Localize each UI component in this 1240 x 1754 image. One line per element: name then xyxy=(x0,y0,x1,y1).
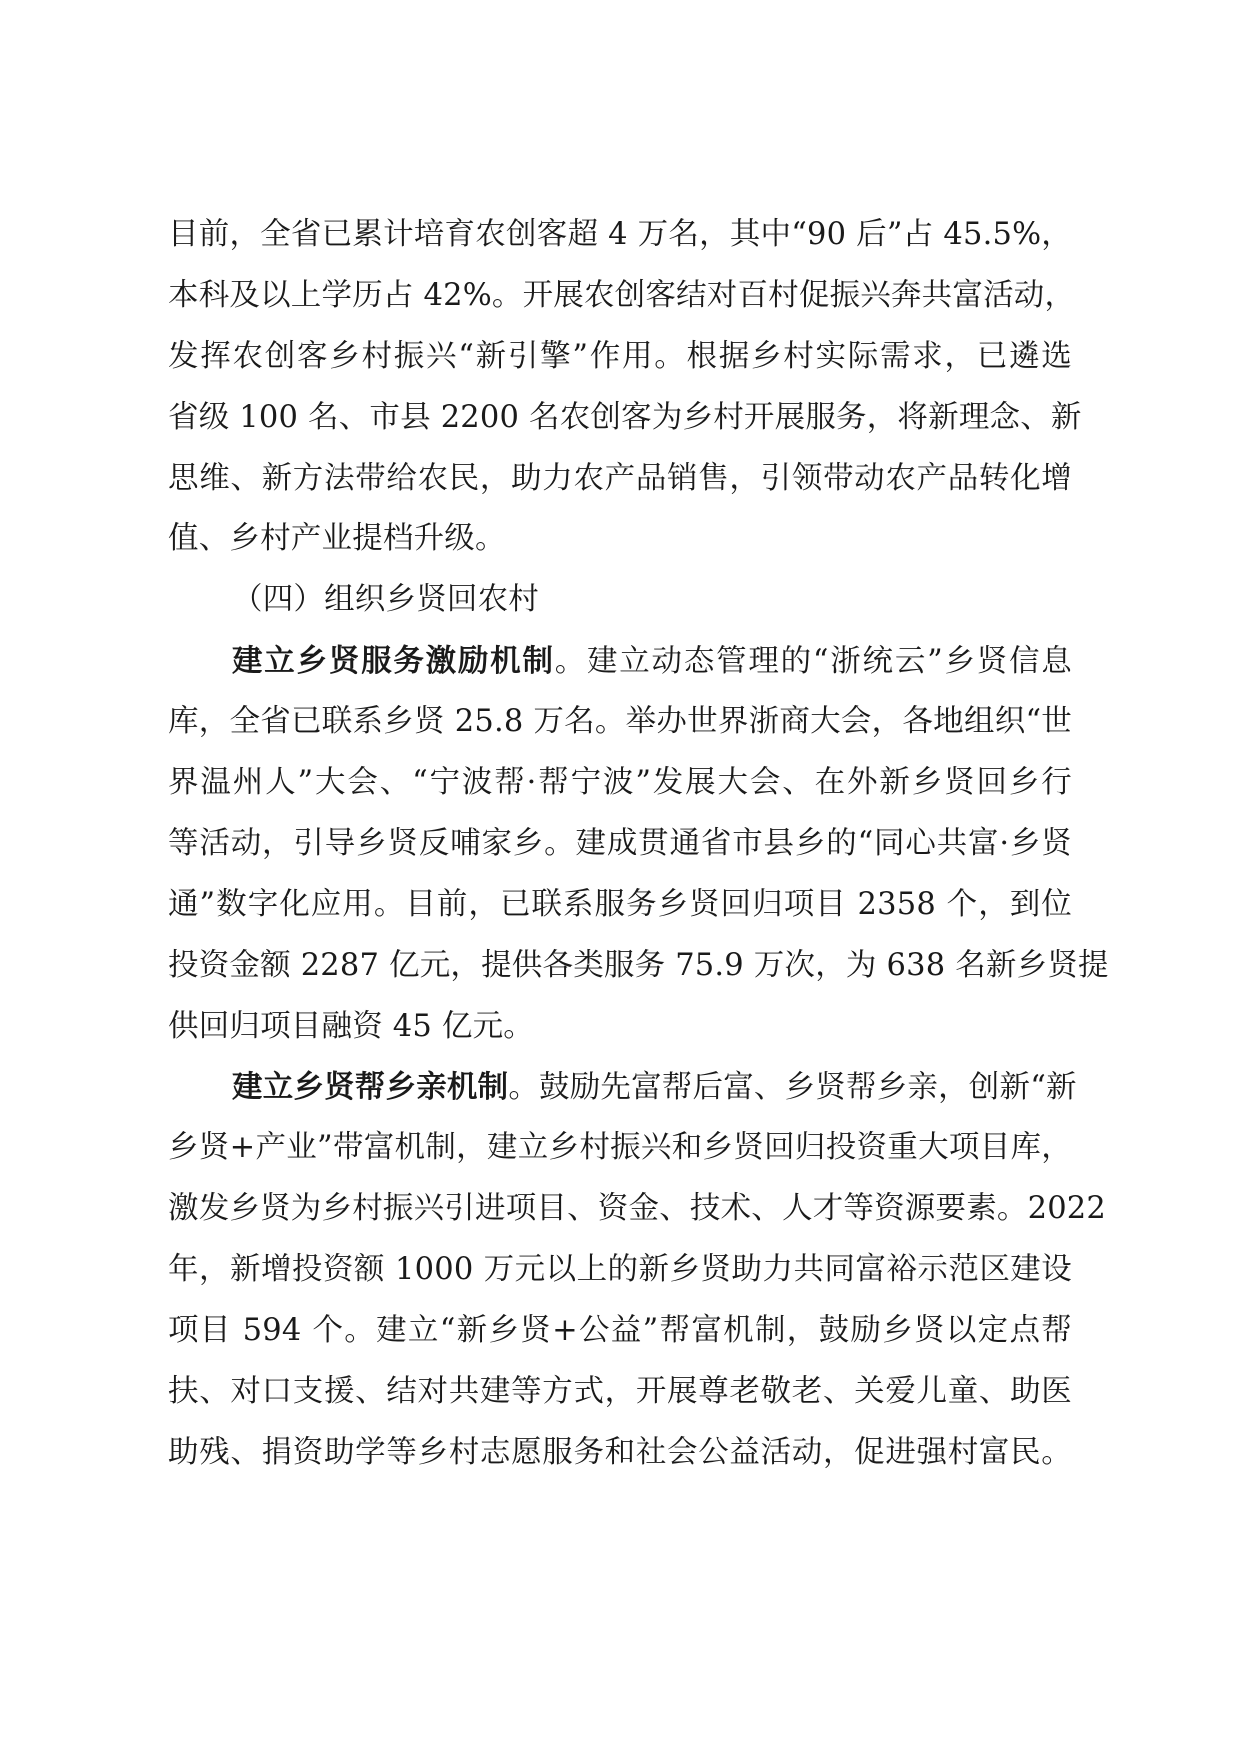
paragraph-first-line xyxy=(168,631,1072,692)
text-line: 本科及以上学历占 42%。开展农创客结对百村促振兴奔共富活动， xyxy=(168,277,1076,313)
text-line: 乡贤+产业”带富机制，建立乡村振兴和乡贤回归投资重大项目库， xyxy=(168,1130,1072,1166)
paragraph-lead-rest: 。建立动态管理的“浙统云”乡贤信息 xyxy=(554,644,1072,680)
text-line: 通”数字化应用。目前，已联系服务乡贤回归项目 2358 个，到位 xyxy=(168,886,1072,922)
section-heading: （四）组织乡贤回农村 xyxy=(232,582,539,618)
text-line: 供回归项目融资 45 亿元。 xyxy=(168,1008,534,1044)
text-line: 思维、新方法带给农民，助力农产品销售，引领带动农产品转化增 xyxy=(168,460,1072,496)
paragraph-lead: 建立乡贤帮乡亲机制 xyxy=(232,1069,509,1106)
text-line: 省级 100 名、市县 2200 名农创客为乡村开展服务，将新理念、新 xyxy=(168,399,1082,435)
text-line: 目前，全省已累计培育农创客超 4 万名，其中“90 后”占 45.5%， xyxy=(168,217,1072,252)
text-line: 值、乡村产业提档升级。 xyxy=(168,521,506,557)
text-line: 助残、捐资助学等乡村志愿服务和社会公益活动，促进强村富民。 xyxy=(168,1434,1072,1470)
text-line: 年，新增投资额 1000 万元以上的新乡贤助力共同富裕示范区建设 xyxy=(168,1252,1072,1288)
text-line: 投资金额 2287 亿元，提供各类服务 75.9 万次，为 638 名新乡贤提 xyxy=(168,947,1109,983)
document-body xyxy=(168,205,1109,1484)
text-line: 扶、对口支援、结对共建等方式，开展尊老敬老、关爱儿童、助医 xyxy=(168,1373,1072,1409)
paragraph-lead: 建立乡贤服务激励机制 xyxy=(232,643,555,680)
text-line: 等活动，引导乡贤反哺家乡。建成贯通省市县乡的“同心共富·乡贤 xyxy=(168,825,1072,861)
text-line: 库，全省已联系乡贤 25.8 万名。举办世界浙商大会，各地组织“世 xyxy=(168,704,1072,740)
text-line: 项目 594 个。建立“新乡贤+公益”帮富机制，鼓励乡贤以定点帮 xyxy=(168,1313,1072,1349)
paragraph-lead-rest: 。鼓励先富帮后富、乡贤帮乡亲，创新“新 xyxy=(508,1070,1077,1106)
paragraph-first-line xyxy=(168,1057,1077,1118)
text-line: 界温州人”大会、“宁波帮·帮宁波”发展大会、在外新乡贤回乡行 xyxy=(168,765,1072,801)
text-line: 发挥农创客乡村振兴“新引擎”作用。根据乡村实际需求，已遴选 xyxy=(168,338,1072,374)
text-line: 激发乡贤为乡村振兴引进项目、资金、技术、人才等资源要素。2022 xyxy=(168,1191,1107,1227)
